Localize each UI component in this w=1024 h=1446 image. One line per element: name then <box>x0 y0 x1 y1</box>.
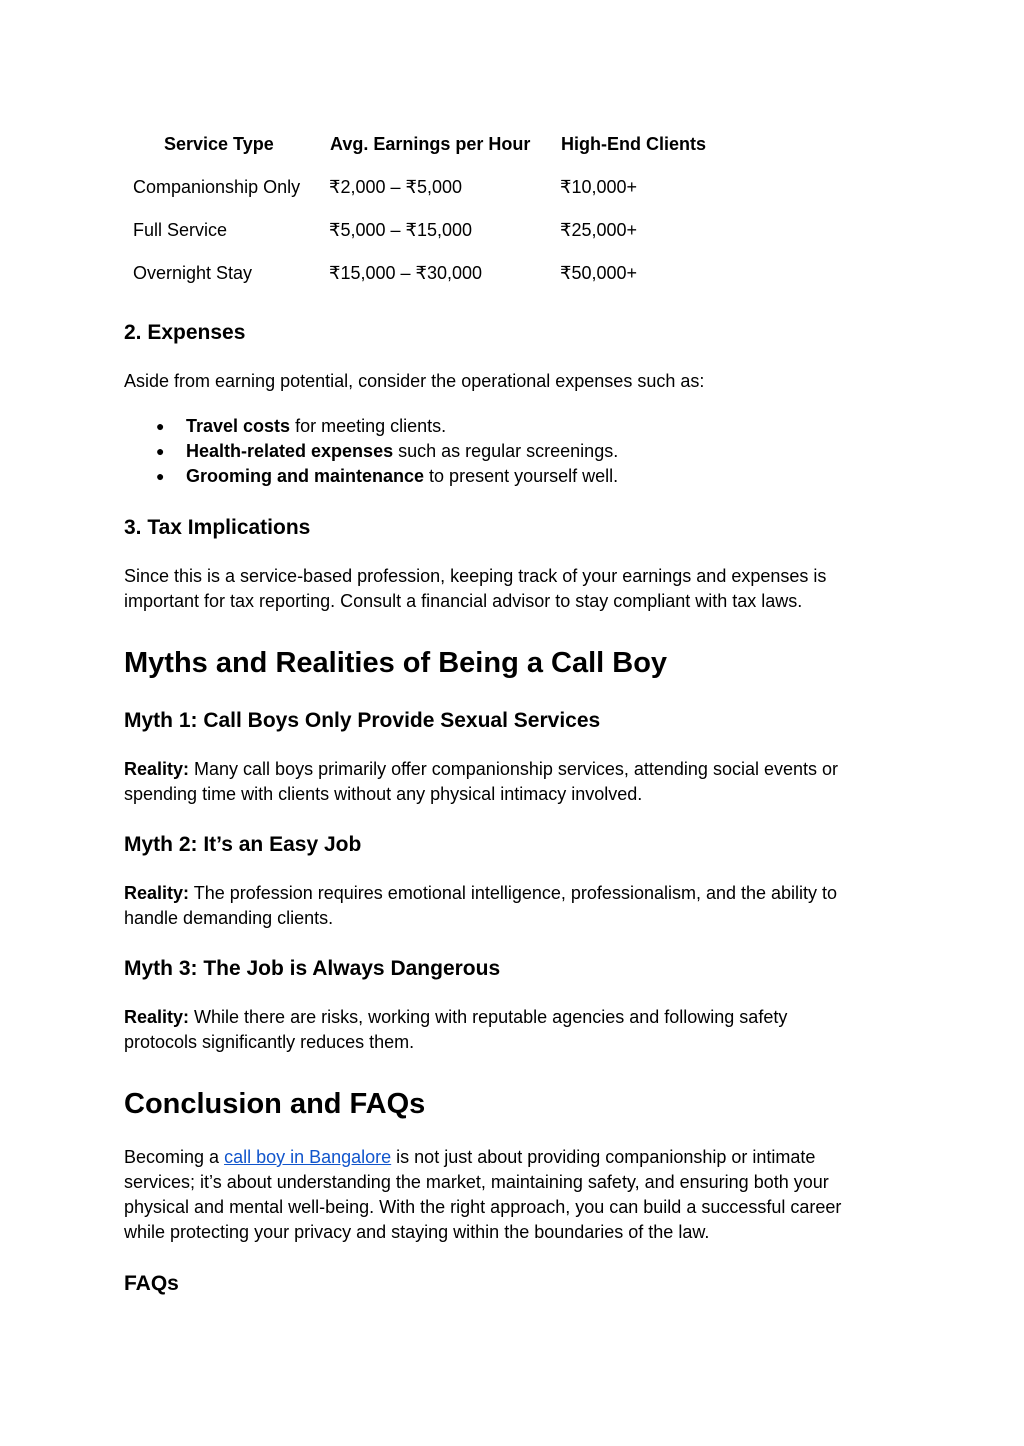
list-item-bold: Health-related expenses <box>186 441 394 461</box>
section-heading-faqs: FAQs <box>124 1272 179 1295</box>
section-heading-conclusion: Conclusion and FAQs <box>124 1088 426 1120</box>
table-header-avg-earnings: Avg. Earnings per Hour <box>330 134 531 154</box>
reality-label: Reality: <box>124 1007 190 1027</box>
reality-label: Reality: <box>124 883 190 903</box>
list-item-text: to present yourself well. <box>424 466 619 486</box>
reality-paragraph-line: protocols significantly reduces them. <box>124 1032 415 1052</box>
myth-title: Myth 1: Call Boys Only Provide Sexual Services <box>124 709 601 732</box>
reality-paragraph-line: Reality: While there are risks, working with reputable agencies and following safety <box>124 1007 788 1027</box>
table-cell: ₹10,000+ <box>560 177 638 197</box>
conclusion-paragraph-line: Becoming a call boy in Bangalore is not just about providing companionship or intimate <box>124 1147 816 1167</box>
expenses-intro: Aside from earning potential, consider the operational expenses such as: <box>124 371 705 391</box>
table-cell: ₹15,000 – ₹30,000 <box>329 263 483 283</box>
list-item-text: for meeting clients. <box>290 416 447 436</box>
call-boy-bangalore-link[interactable]: call boy in Bangalore <box>224 1147 392 1167</box>
reality-paragraph-line: handle demanding clients. <box>124 908 334 928</box>
table-cell: ₹50,000+ <box>560 263 638 283</box>
list-item-text: such as regular screenings. <box>393 441 619 461</box>
table-header-service-type: Service Type <box>164 134 274 154</box>
table-cell: ₹2,000 – ₹5,000 <box>329 177 463 197</box>
section-heading-expenses: 2. Expenses <box>124 321 246 344</box>
table-cell: ₹5,000 – ₹15,000 <box>329 220 473 240</box>
table-cell: Overnight Stay <box>133 263 253 283</box>
list-item-bold: Grooming and maintenance <box>186 466 425 486</box>
bullet-icon: ● <box>156 443 165 459</box>
myth-title: Myth 2: It’s an Easy Job <box>124 833 362 856</box>
section-heading-myths: Myths and Realities of Being a Call Boy <box>124 647 668 679</box>
reality-label: Reality: <box>124 759 190 779</box>
table-cell: Companionship Only <box>133 177 301 197</box>
reality-paragraph-line: Reality: The profession requires emotional intelligence, professionalism, and the ability to <box>124 883 838 903</box>
tax-paragraph-line: Since this is a service-based profession, keeping track of your earnings and expenses is <box>124 566 827 586</box>
list-item-bold: Travel costs <box>186 416 291 436</box>
section-heading-tax: 3. Tax Implications <box>124 516 311 539</box>
reality-paragraph-line: spending time with clients without any physical intimacy involved. <box>124 784 643 804</box>
conclusion-paragraph-line: while protecting your privacy and staying within the boundaries of the law. <box>124 1222 710 1242</box>
myth-title: Myth 3: The Job is Always Dangerous <box>124 957 501 980</box>
tax-paragraph-line: important for tax reporting. Consult a financial advisor to stay compliant with tax laws. <box>124 591 803 611</box>
table-header-high-end-clients: High-End Clients <box>561 134 706 154</box>
bullet-icon: ● <box>156 468 165 484</box>
bullet-icon: ● <box>156 418 165 434</box>
conclusion-paragraph-line: physical and mental well-being. With the right approach, you can build a successful career <box>124 1197 842 1217</box>
reality-paragraph-line: Reality: Many call boys primarily offer companionship services, attending social events or <box>124 759 838 779</box>
conclusion-paragraph-line: services; it’s about understanding the market, maintaining safety, and ensuring both your <box>124 1172 829 1192</box>
table-cell: ₹25,000+ <box>560 220 638 240</box>
table-cell: Full Service <box>133 220 228 240</box>
